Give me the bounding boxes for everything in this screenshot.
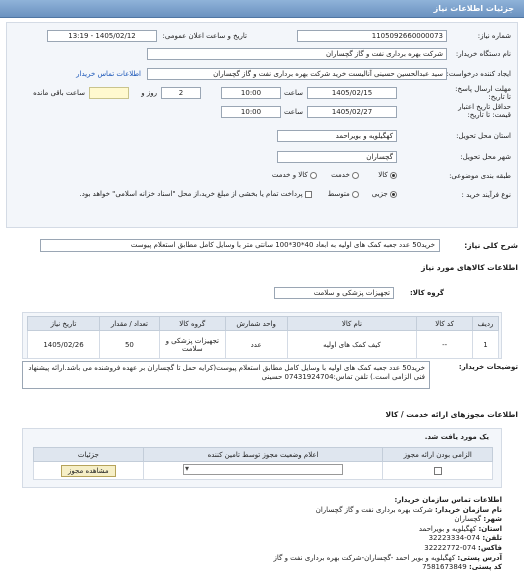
contact-phone-row: تلفن: 074-32223334	[428, 534, 502, 543]
radio-icon	[390, 172, 397, 179]
cell-group: تجهیزات پزشکی و سلامت	[159, 331, 225, 359]
page-header	[0, 0, 524, 18]
hours-remaining-field	[89, 87, 129, 99]
checkbox-icon	[305, 191, 312, 198]
min-validity-label: حداقل تاریخ اعتبار قیمت: تا تاریخ:	[458, 103, 511, 119]
cell-code: --	[417, 331, 473, 359]
radio-icon	[352, 172, 359, 179]
radio-icon	[310, 172, 317, 179]
goods-table-wrap	[22, 312, 502, 359]
creator-field: سید عبدالحسین حسینی آنالیست خرید شرکت بهره برداری نفت و گاز گچساران	[147, 68, 447, 80]
col-group: گروه کالا	[159, 317, 225, 331]
col-details: جزئیات	[34, 448, 144, 462]
process-label: نوع فرآیند خرید :	[461, 191, 511, 199]
permits-panel	[22, 428, 502, 488]
need-details-panel	[6, 22, 518, 228]
category-label: طبقه بندی موضوعی:	[449, 172, 511, 180]
cell-qty: 50	[99, 331, 159, 359]
permits-section-title: اطلاعات مجوزهای ارائه خدمت / کالا	[385, 410, 518, 419]
permit-details-cell	[34, 462, 144, 480]
contact-province-row: استان: کهگیلویه و بویراحمد	[418, 524, 502, 533]
category-option-service[interactable]: خدمت	[331, 171, 359, 179]
days-remaining-field: 2	[161, 87, 201, 99]
col-qty: تعداد / مقدار	[99, 317, 159, 331]
col-date: تاریخ نیاز	[28, 317, 100, 331]
min-validity-time-field: 10:00	[221, 106, 281, 118]
goods-table-header	[28, 317, 499, 331]
contact-city-row: شهر: گچساران	[454, 515, 502, 524]
cell-name: کیف کمک های اولیه	[287, 331, 417, 359]
permits-table-header	[34, 448, 493, 462]
permits-count-text: یک مورد یافت شد.	[424, 433, 489, 441]
min-validity-date-field: 1405/02/27	[307, 106, 397, 118]
buyer-label: نام دستگاه خریدار:	[455, 50, 511, 58]
table-row	[34, 462, 493, 480]
permit-status-select[interactable]	[183, 464, 343, 475]
radio-icon	[352, 191, 359, 198]
col-row: ردیف	[473, 317, 499, 331]
need-number-field: 1105092660000073	[297, 30, 447, 42]
deadline-time-label: ساعت	[283, 89, 303, 97]
announce-field: 1405/02/12 - 13:19	[47, 30, 157, 42]
deadline-time-field: 10:00	[221, 87, 281, 99]
table-row	[28, 331, 499, 359]
remaining-label: ساعت باقی مانده	[33, 89, 85, 97]
col-name: نام کالا	[287, 317, 417, 331]
city-field: گچساران	[277, 151, 397, 163]
permit-status-cell	[143, 462, 383, 480]
days-label: روز و	[141, 89, 157, 97]
col-required: الزامی بودن ارائه مجوز	[383, 448, 493, 462]
page-title: جزئیات اطلاعات نیاز	[433, 4, 514, 13]
process-option-medium[interactable]: متوسط	[328, 190, 359, 198]
checkbox-icon[interactable]	[434, 467, 442, 475]
contact-postal-row: آدرس پستی: کهگیلویه و بویر احمد -گچساران-شرکت بهره برداری نفت و گاز	[273, 553, 502, 562]
province-label: استان محل تحویل:	[456, 132, 511, 140]
view-permit-button[interactable]: مشاهده مجوز	[61, 465, 116, 477]
city-label: شهر محل تحویل:	[460, 153, 511, 161]
description-label: شرح کلی نیاز:	[464, 241, 518, 250]
buyer-contact-link[interactable]: اطلاعات تماس خریدار	[76, 70, 141, 78]
deadline-label: مهلت ارسال پاسخ: تا تاریخ:	[455, 85, 511, 101]
description-field: خرید50 عدد جعبه کمک های اولیه به ابعاد 40*30*100 سانتی متر با وسایل کامل مطابق استعلام پیوست	[40, 239, 440, 252]
cell-date: 1405/02/26	[28, 331, 100, 359]
col-status: اعلام وضعیت مجوز توسط تامین کننده	[143, 448, 383, 462]
deadline-date-field: 1405/02/15	[307, 87, 397, 99]
buyer-notes-label: توضیحات خریدار:	[458, 363, 518, 371]
creator-label: ایجاد کننده درخواست:	[446, 70, 511, 78]
need-number-label: شماره نیاز:	[477, 32, 511, 40]
contact-title: اطلاعات تماس سازمان خریدار:	[394, 496, 502, 504]
process-option-minor[interactable]: جزیی	[372, 190, 397, 198]
province-field: کهگیلویه و بویراحمد	[277, 130, 397, 142]
col-code: کد کالا	[417, 317, 473, 331]
contact-org-row: نام سازمان خریدار: شرکت بهره برداری نفت و گاز گچساران	[315, 505, 502, 514]
goods-group-field: تجهیزات پزشکی و سلامت	[274, 287, 394, 299]
category-option-goods[interactable]: کالا	[378, 171, 397, 179]
announce-label: تاریخ و ساعت اعلان عمومی:	[162, 32, 247, 40]
goods-section-title: اطلاعات کالاهای مورد نیاز	[421, 263, 518, 272]
buyer-field: شرکت بهره برداری نفت و گاز گچساران	[147, 48, 447, 60]
cell-unit: عدد	[225, 331, 287, 359]
category-option-both[interactable]: کالا و خدمت	[272, 171, 317, 179]
buyer-contact-info	[82, 496, 502, 573]
goods-group-label: گروه کالا:	[409, 289, 444, 297]
contact-zip-row: کد پستی: 7581673849	[422, 563, 502, 572]
col-unit: واحد شمارش	[225, 317, 287, 331]
min-validity-time-label: ساعت	[283, 108, 303, 116]
treasury-payment-checkbox[interactable]: پرداخت تمام یا بخشی از مبلغ خرید،از محل "اسناد خزانه اسلامی" خواهد بود.	[80, 190, 312, 198]
goods-table	[27, 316, 499, 359]
permits-table	[33, 447, 493, 480]
radio-icon	[390, 191, 397, 198]
buyer-notes-field: خرید50 عدد جعبه کمک های اولیه با وسایل کامل مطابق استعلام پیوست(کرایه حمل تا گچساران بر عهده فروشنده می باشد.ارائه پیشنهاد فنی الزامی است.) تلفن تماس:07431924704 حسینی	[22, 361, 430, 389]
cell-row: 1	[473, 331, 499, 359]
permit-required-cell	[383, 462, 493, 480]
contact-fax-row: فاکس: 074-32222772	[424, 543, 502, 552]
